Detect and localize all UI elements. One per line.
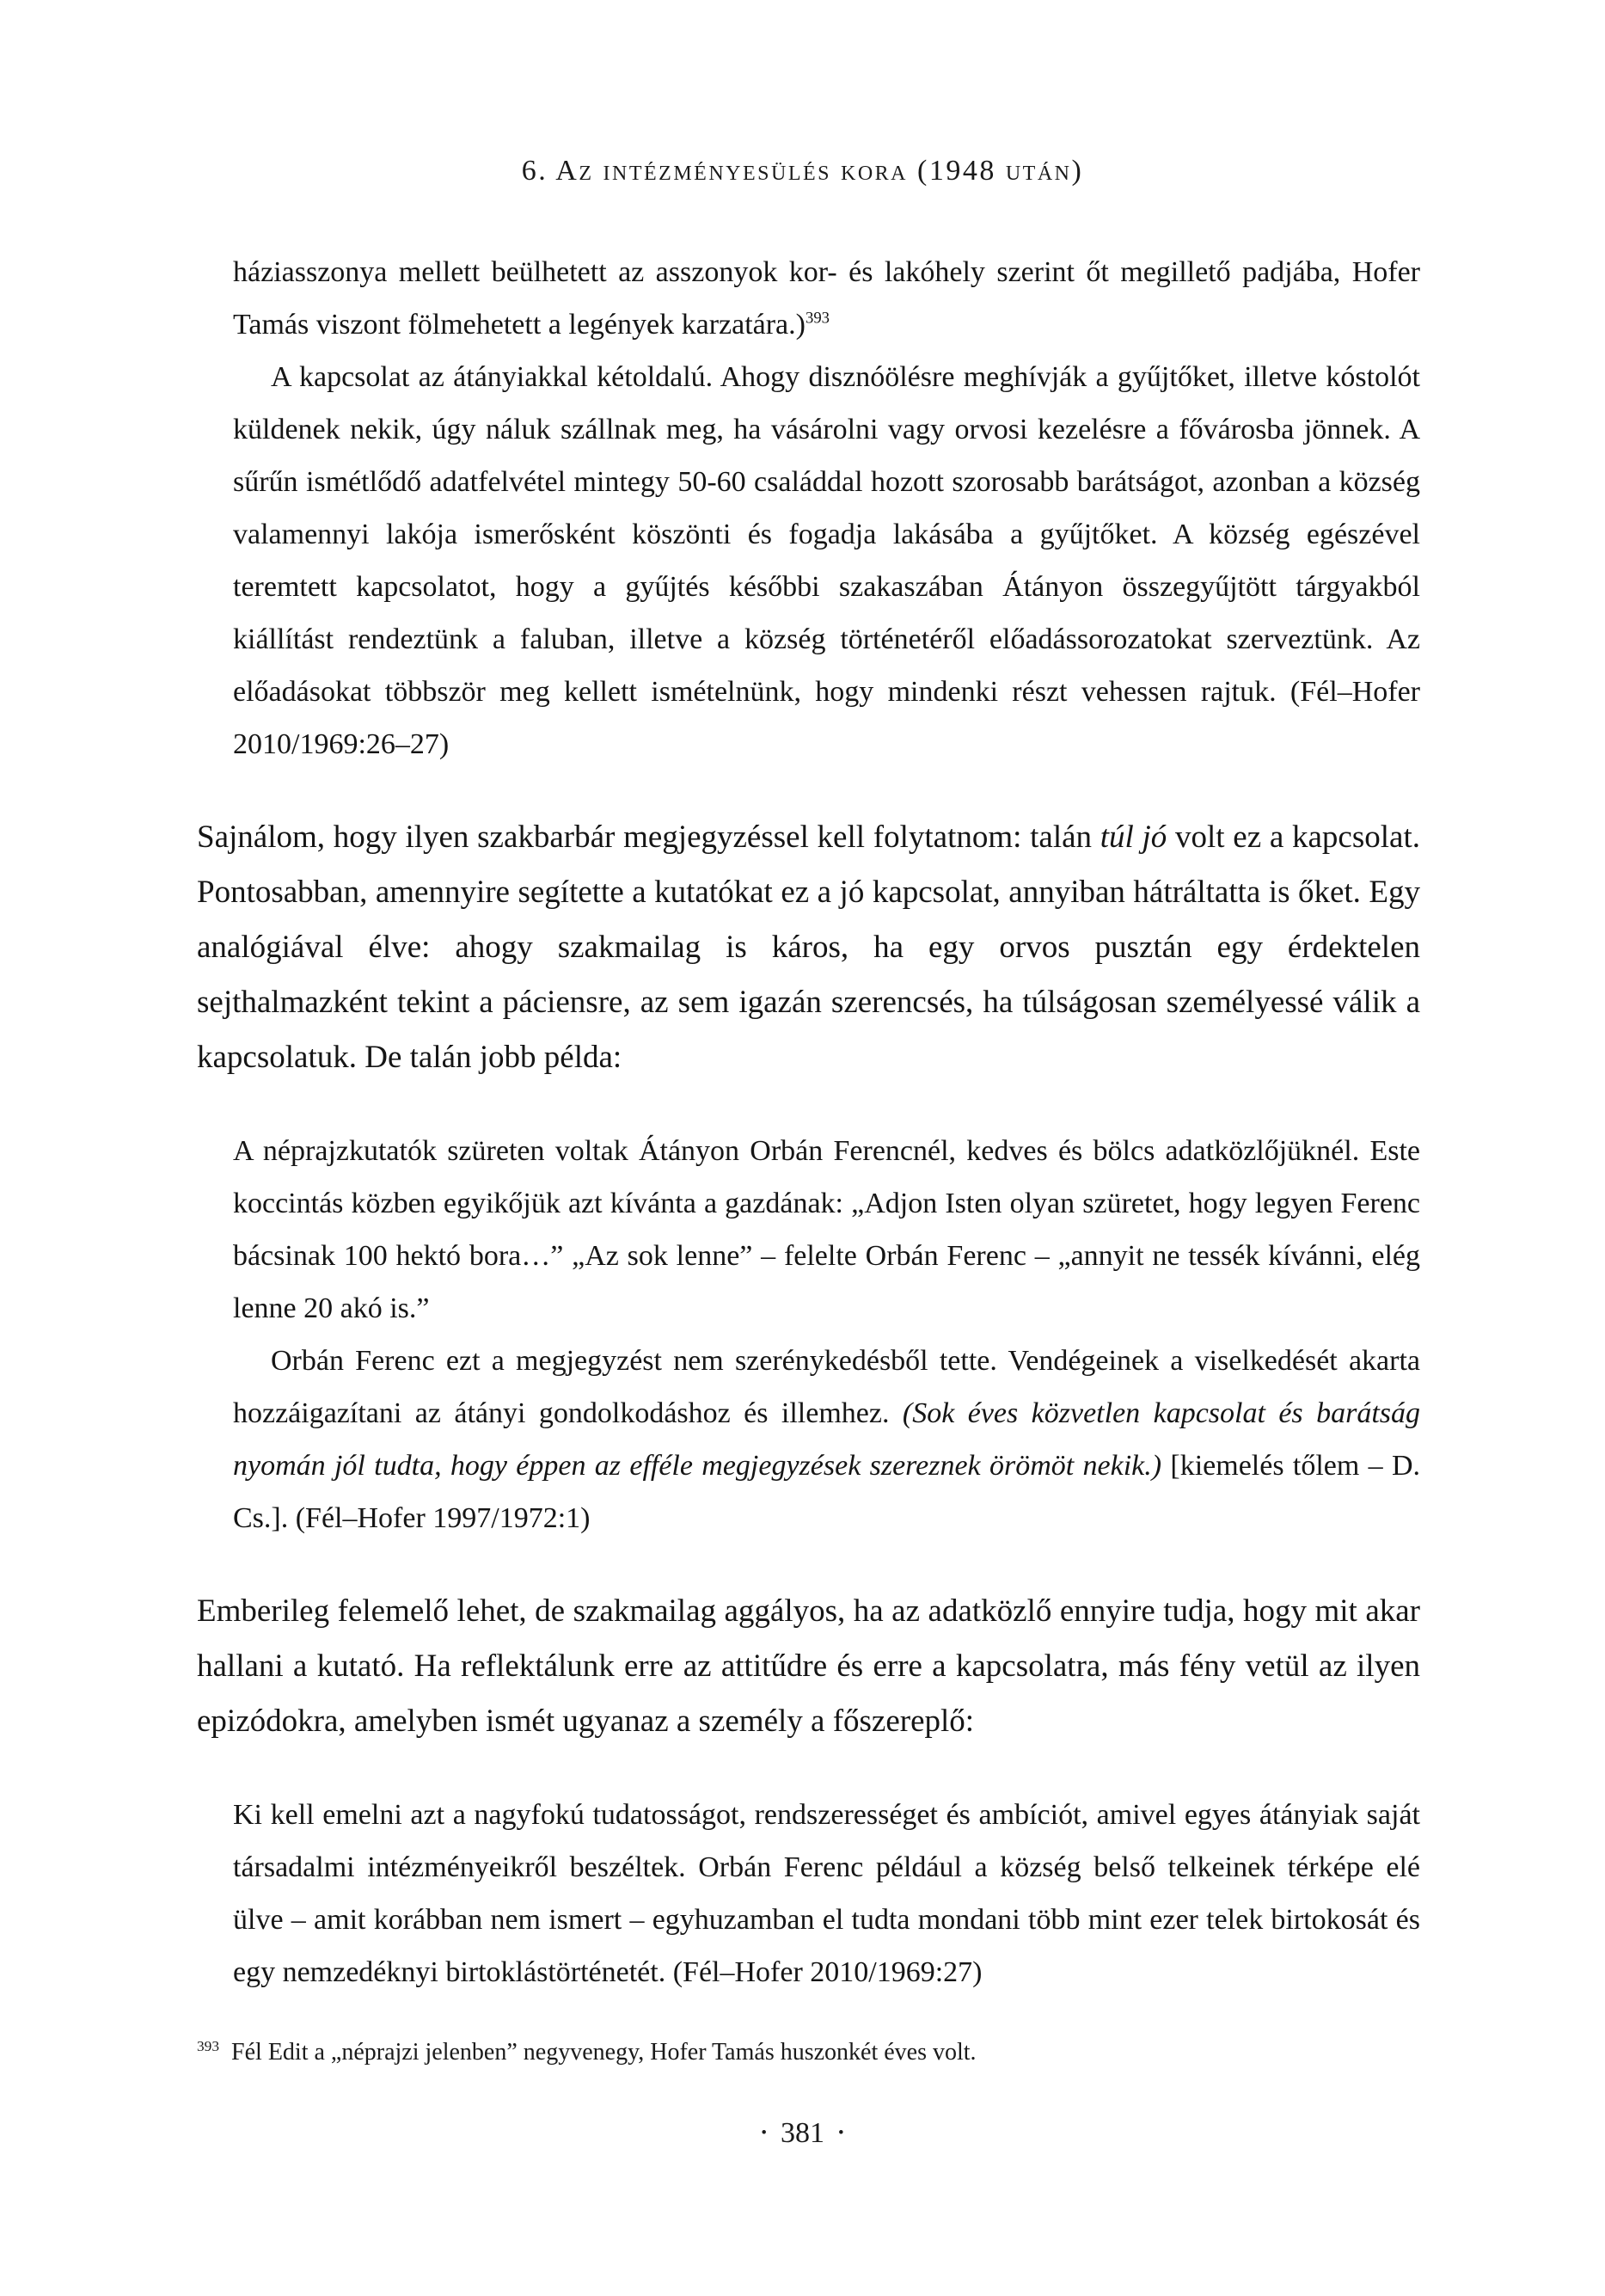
page-number-bullet-right: • bbox=[838, 2124, 844, 2142]
quote-paragraph bbox=[233, 351, 1420, 770]
body-paragraph bbox=[197, 1584, 1420, 1749]
page-number-bullet-left: • bbox=[761, 2124, 767, 2142]
body-paragraph-1 bbox=[197, 810, 1420, 1085]
content-column bbox=[197, 246, 1420, 1998]
emphasis-text: túl jó bbox=[1100, 820, 1167, 855]
footnote bbox=[197, 2036, 1420, 2069]
body-paragraph-2 bbox=[197, 1584, 1420, 1749]
text-run: háziasszonya mellett beülhetett az asszonyok kor- és lakóhely szerint őt megillető padjába, Hofer Tamás viszont fölmehetett a legények karzatára.) bbox=[233, 256, 1420, 341]
page-number bbox=[0, 2117, 1605, 2150]
text-run: A néprajzkutatók szüreten voltak Átányon Orbán Ferencnél, kedves és bölcs adatközlőjüknél. Este koccintás közben egyikőjük azt kívánta a gazdának: „Adjon Isten olyan szüretet, hogy legyen Ferenc bácsinak 100 hektó bora…” „Az sok lenne” – felelte Orbán Ferenc – „annyit ne tessék kívánni, elég lenne 20 akó is.” bbox=[233, 1135, 1420, 1324]
footnote-text: Fél Edit a „néprajzi jelenben” negyvenegy, Hofer Tamás huszonkét éves volt. bbox=[231, 2039, 977, 2066]
emphasis-text: (Sok éves közvetlen kapcsolat és barátság nyomán jól tudta, hogy éppen az efféle megjegyzések szereznek örömöt nekik.) bbox=[233, 1397, 1420, 1482]
text-run: A kapcsolat az átányiakkal kétoldalú. Ahogy disznóölésre meghívják a gyűjtőket, illetve kóstolót küldenek nekik, úgy náluk szállnak meg, ha vásárolni vagy orvosi kezelésre a fővárosba jönnek. A sűrűn ismétlődő adatfelvétel mintegy 50-60 családdal hozott szorosabb barátságot, azonban a község valamennyi lakója ismerősként köszönti és fogadja lakásába a gyűjtőket. A község egészével teremtett kapcsolatot, hogy a gyűjtés későbbi szakaszában Átányon összegyűjtött tárgyakból kiállítást rendeztünk a faluban, illetve a község történetéről előadássorozatokat szerveztünk. Az előadásokat többször meg kellett ismételnünk, hogy mindenki részt vehessen rajtuk. (Fél–Hofer 2010/1969:26–27) bbox=[233, 361, 1420, 760]
block-quote-1 bbox=[233, 246, 1420, 770]
quote-paragraph bbox=[233, 1125, 1420, 1335]
footnote-marker: 393 bbox=[197, 2037, 220, 2054]
footnote-reference: 393 bbox=[805, 309, 830, 328]
block-quote-2 bbox=[233, 1125, 1420, 1544]
quote-paragraph bbox=[233, 1789, 1420, 1998]
page-number-value: 381 bbox=[781, 2117, 824, 2149]
text-run: Ki kell emelni azt a nagyfokú tudatosságot, rendszerességet és ambíciót, amivel egyes átányiak saját társadalmi intézményeikről beszéltek. Orbán Ferenc például a község belső telkeinek térképe elé ülve – amit korábban nem ismert – egyhuzamban el tudta mondani több mint ezer telek birtokosát és egy nemzedéknyi birtoklástörténetét. (Fél–Hofer 2010/1969:27) bbox=[233, 1799, 1420, 1988]
text-run: volt ez a kapcsolat. Pontosabban, amennyire segítette a kutatókat ez a jó kapcsolat, annyiban hátráltatta is őket. Egy analógiával élve: ahogy szakmailag is káros, ha egy orvos pusztán egy érdektelen sejthalmazként tekint a páciensre, az sem igazán szerencsés, ha túlságosan személyessé válik a kapcsolatuk. De talán jobb példa: bbox=[197, 820, 1420, 1075]
quote-paragraph bbox=[233, 246, 1420, 351]
text-run: Emberileg felemelő lehet, de szakmailag aggályos, ha az adatközlő ennyire tudja, hogy mit akar hallani a kutató. Ha reflektálunk erre az attitűdre és erre a kapcsolatra, más fény vetül az ilyen epizódokra, amelyben ismét ugyanaz a személy a főszereplő: bbox=[197, 1593, 1420, 1739]
quote-paragraph bbox=[233, 1335, 1420, 1544]
running-header: 6. Az intézményesülés kora (1948 után) bbox=[521, 155, 1084, 187]
text-run: Orbán Ferenc ezt a megjegyzést nem szerénykedésből tette. Vendégeinek a viselkedését akarta hozzáigazítani az átányi gondolkodáshoz és illemhez. bbox=[233, 1345, 1420, 1429]
block-quote-3 bbox=[233, 1789, 1420, 1998]
text-run: [kiemelés tőlem – D. Cs.]. (Fél–Hofer 1997/1972:1) bbox=[233, 1450, 1420, 1534]
text-run: Sajnálom, hogy ilyen szakbarbár megjegyzéssel kell folytatnom: talán bbox=[197, 820, 1100, 855]
body-paragraph bbox=[197, 810, 1420, 1085]
